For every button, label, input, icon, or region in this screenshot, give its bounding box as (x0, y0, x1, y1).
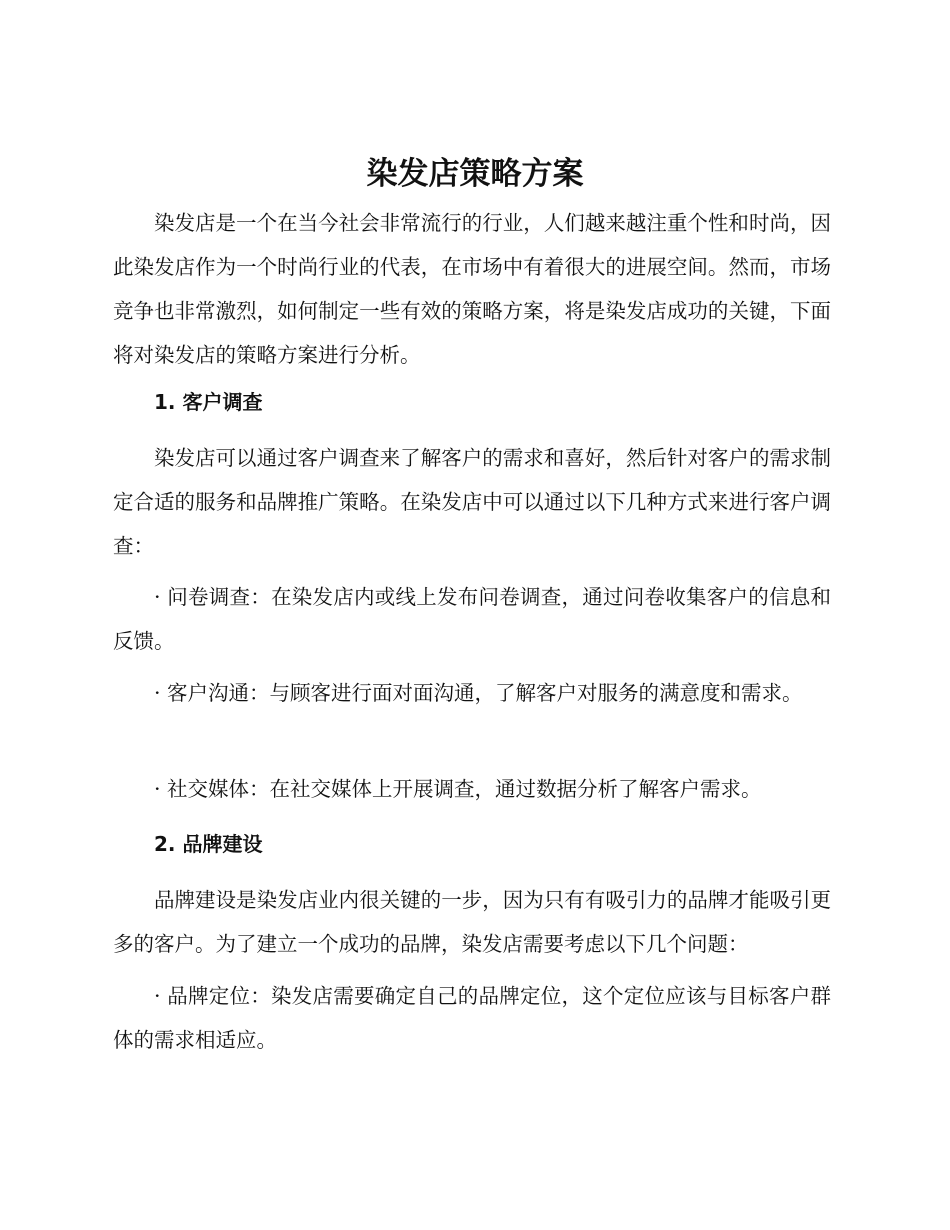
section-heading-brand-building: 2. 品牌建设 (154, 832, 263, 856)
section-paragraph-brand-building: 品牌建设是染发店业内很关键的一步，因为只有有吸引力的品牌才能吸引更多的客户。为了建立一个成功的品牌，染发店需要考虑以下几个问题： (113, 888, 831, 956)
bullet-item-questionnaire: · 问卷调查：在染发店内或线上发布问卷调查，通过问卷收集客户的信息和反馈。 (113, 585, 831, 653)
page-title: 染发店策略方案 (366, 156, 584, 192)
bullet-item-brand-positioning: · 品牌定位：染发店需要确定自己的品牌定位，这个定位应该与目标客户群体的需求相适应。 (113, 984, 831, 1052)
intro-paragraph: 染发店是一个在当今社会非常流行的行业，人们越来越注重个性和时尚，因此染发店作为一个时尚行业的代表，在市场中有着很大的进展空间。然而，市场竞争也非常激烈，如何制定一些有效的策略方案，将是染发店成功的关键，下面将对染发店的策略方案进行分析。 (113, 211, 831, 367)
section-heading-customer-survey: 1. 客户调查 (154, 390, 263, 414)
bullet-item-customer-communication: · 客户沟通：与顾客进行面对面沟通，了解客户对服务的满意度和需求。 (154, 681, 803, 705)
bullet-item-social-media: · 社交媒体：在社交媒体上开展调查，通过数据分析了解客户需求。 (154, 777, 762, 801)
section-paragraph-customer-survey: 染发店可以通过客户调查来了解客户的需求和喜好，然后针对客户的需求制定合适的服务和品牌推广策略。在染发店中可以通过以下几种方式来进行客户调查： (113, 446, 831, 558)
